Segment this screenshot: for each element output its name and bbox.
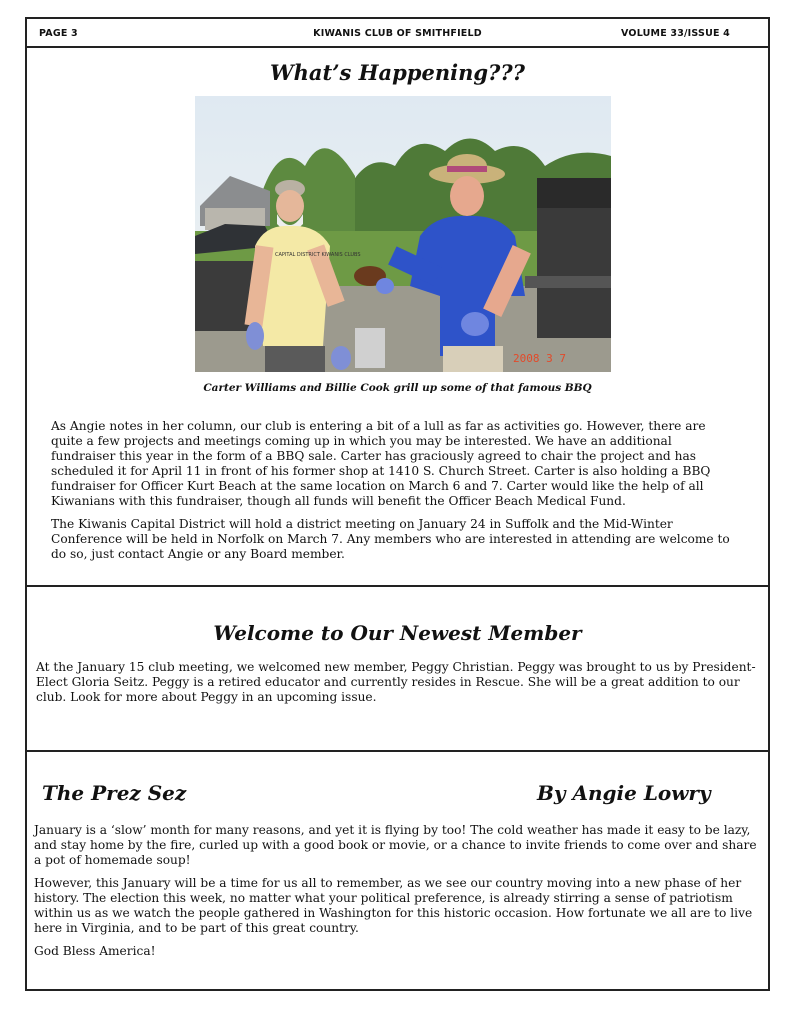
prez-sez-body [34,823,759,967]
prez-sez-paragraph-2: However, this January will be a time for us all to remember, as we see our country moving into a new phase of her history. The election this week, no matter what your political preference, is already stirring a sense of patriotism within us as we watch the people gathered in Washington for this historic occasion. How fortunate we all are to live here in Virginia, and to be part of this great country. [34,876,753,935]
photo-timestamp: 2008 3 7 [513,352,566,365]
prez-sez-paragraph-3: God Bless America! [34,944,156,958]
photo-caption: Carter Williams and Billie Cook grill up some of that famous BBQ [203,382,592,394]
bbq-photo [195,96,611,372]
whats-happening-body [51,419,731,570]
volume-issue: VOLUME 33/ISSUE 4 [621,28,730,39]
welcome-section [27,587,768,750]
welcome-title: Welcome to Our Newest Member [213,621,582,645]
whats-happening-paragraph-1: As Angie notes in her column, our club is entering a bit of a lull as far as activities go. However, there are quite a few projects and meetings coming up in which you may be interested. We have an additional fundraiser this year in the form of a BBQ sale. Carter has graciously agreed to chair the project and has scheduled it for April 11 in front of his former shop at 1410 S. Church Street. Carter is also holding a BBQ fundraiser for Officer Kurt Beach at the same location on March 6 and 7. Carter would like the help of all Kiwanians with this fundraiser, though all funds will benefit the Officer Beach Medical Fund. [51,419,711,508]
welcome-paragraph: At the January 15 club meeting, we welcomed new member, Peggy Christian. Peggy was brought to us by President-Elect Gloria Seitz. Peggy is a retired educator and currently resides in Rescue. She will be a great addition to our club. Look for more about Peggy in an upcoming issue. [36,660,756,704]
club-name: KIWANIS CLUB OF SMITHFIELD [313,28,482,39]
page-number: PAGE 3 [39,28,78,39]
prez-sez-section [27,752,768,991]
whats-happening-paragraph-2: The Kiwanis Capital District will hold a district meeting on January 24 in Suffolk and the Mid-Winter Conference will be held in Norfolk on March 7. Any members who are interested in attending are welcome to do so, just contact Angie or any Board member. [51,517,730,561]
prez-sez-title: The Prez Sez [42,781,187,805]
prez-sez-byline: By Angie Lowry [537,781,711,805]
welcome-body [36,660,756,713]
shirt-print: CAPITAL DISTRICT KIWANIS CLUBS [275,252,361,258]
page-header [27,19,768,48]
whats-happening-section [27,48,768,584]
whats-happening-title: What’s Happening??? [270,60,525,85]
prez-sez-paragraph-1: January is a ‘slow’ month for many reasons, and yet it is flying by too! The cold weather has made it easy to be lazy, and stay home by the fire, curled up with a good book or movie, or a chance to invite friends to come over and share a pot of homemade soup! [34,823,757,867]
newsletter-page [25,17,770,991]
